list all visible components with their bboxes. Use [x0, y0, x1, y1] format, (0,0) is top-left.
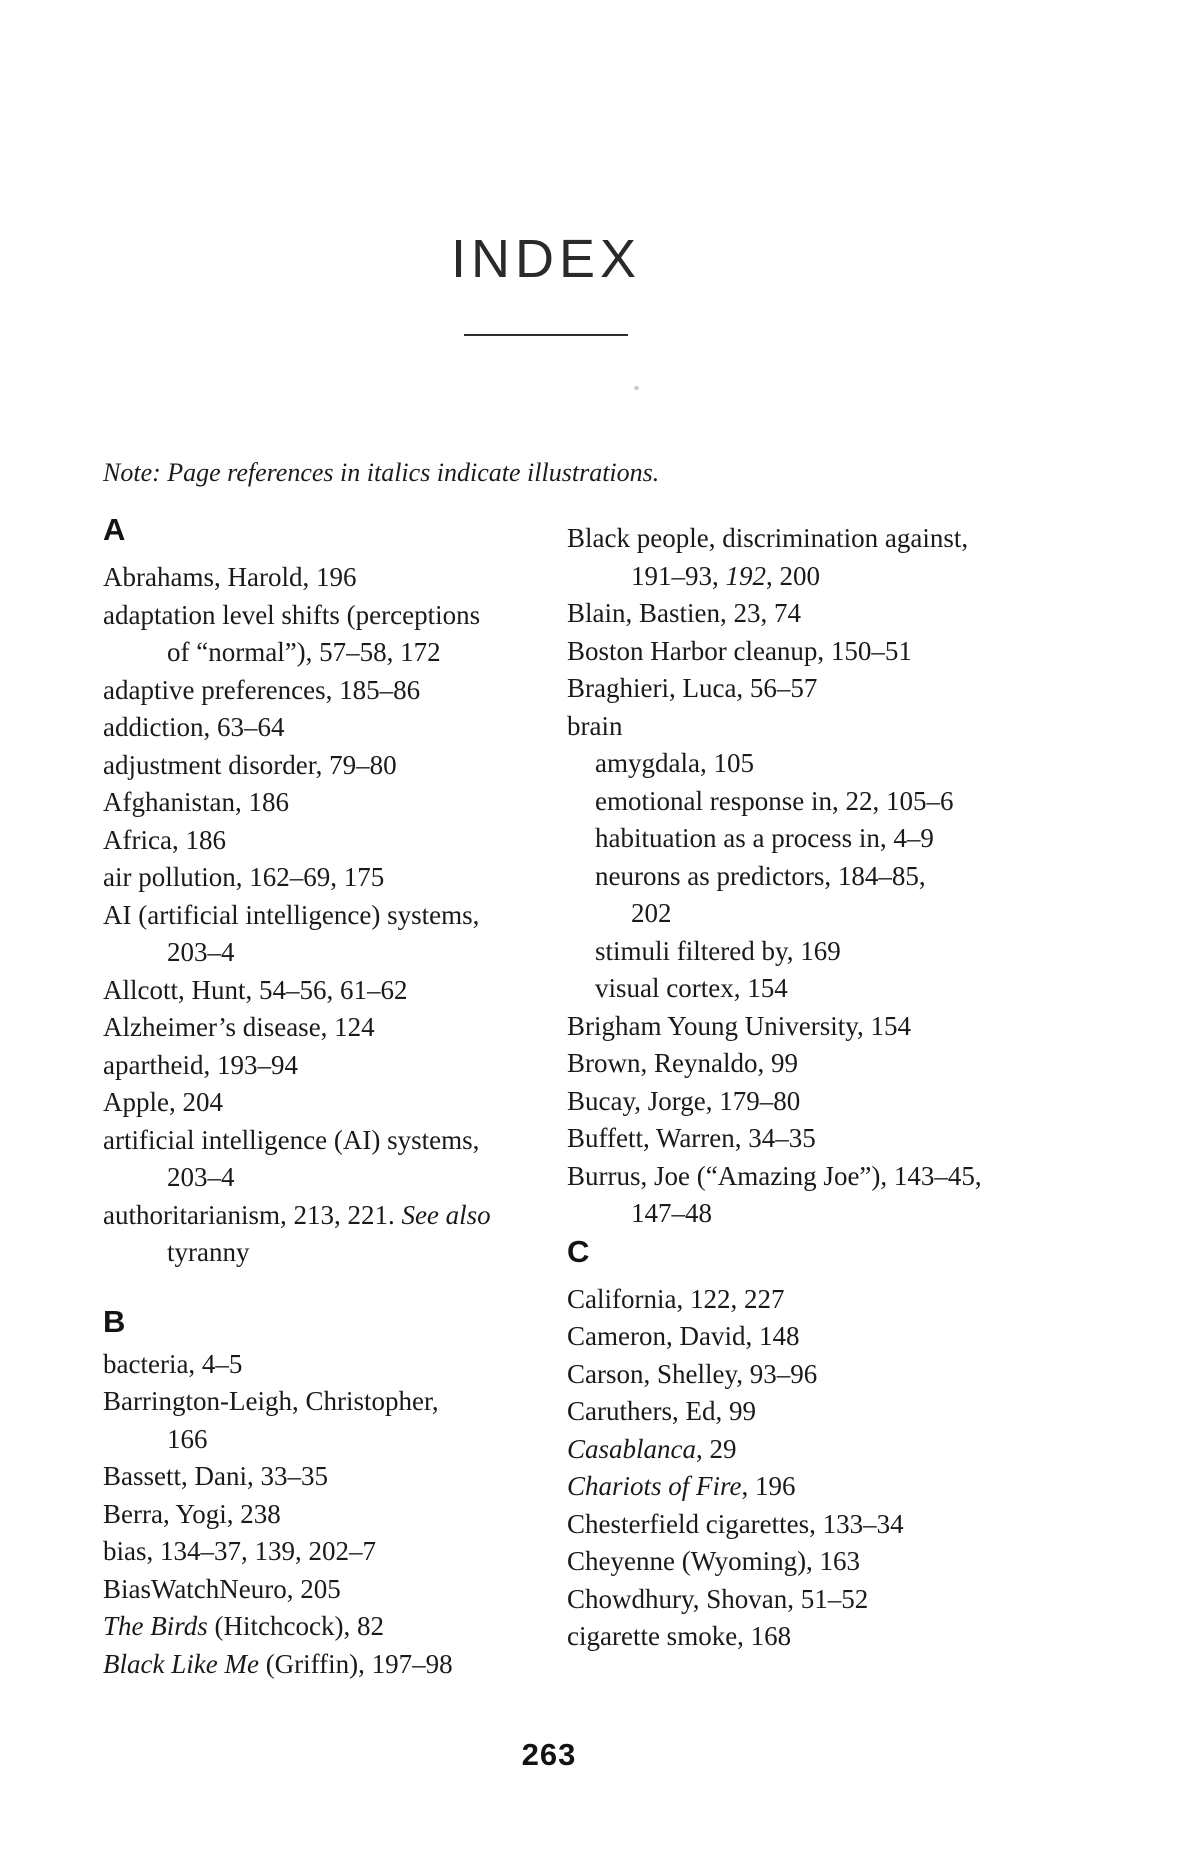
index-entry [103, 1533, 563, 1571]
entry-text: amygdala, 105 [595, 748, 754, 778]
entry-text: AI (artificial intelligence) systems, [103, 899, 480, 930]
index-entry [567, 670, 1037, 708]
entry-text: Burrus, Joe (“Amazing Joe”), 143–45, [567, 1160, 982, 1191]
entry-text: Apple, 204 [103, 1087, 223, 1117]
entry-text: Alzheimer’s disease, 124 [103, 1012, 375, 1042]
entry-text: Chowdhury, Shovan, 51–52 [567, 1583, 869, 1614]
index-note: Note: Page references in italics indicate illustrations. [103, 458, 660, 487]
index-entry [567, 858, 1037, 896]
index-entry [567, 1195, 1037, 1233]
entry-text: Cheyenne (Wyoming), 163 [567, 1546, 861, 1576]
index-entry [103, 1571, 563, 1609]
entry-text: , 29 [696, 1433, 737, 1464]
index-entry [567, 970, 1037, 1008]
index-entry [103, 1458, 563, 1496]
entry-text-italic: Chariots of Fire [567, 1471, 742, 1501]
entry-text: 147–48 [631, 1198, 712, 1228]
entry-text: brain [567, 710, 623, 741]
title-divider-rule [464, 334, 628, 336]
entry-text: Cameron, David, 148 [567, 1321, 800, 1351]
index-entry [567, 1008, 1037, 1046]
index-entry [103, 859, 563, 897]
index-entry [103, 822, 563, 860]
entry-text: adjustment disorder, 79–80 [103, 749, 397, 780]
index-entry [103, 1646, 563, 1684]
index-entry [567, 633, 1037, 671]
index-entry [103, 1122, 563, 1160]
entry-text-italic: Black Like Me [103, 1648, 259, 1679]
entry-text: California, 122, 227 [567, 1283, 785, 1314]
entry-text: Caruthers, Ed, 99 [567, 1396, 756, 1426]
index-entry [103, 897, 563, 935]
entry-text: emotional response in, 22, 105–6 [595, 785, 954, 816]
scan-speck [634, 386, 639, 390]
entry-text: bias, 134–37, 139, 202–7 [103, 1536, 376, 1566]
entry-text: Brigham Young University, 154 [567, 1010, 912, 1041]
index-entry [103, 972, 563, 1010]
index-entry [103, 1159, 563, 1197]
entry-text: cigarette smoke, 168 [567, 1621, 792, 1651]
entry-text: stimuli filtered by, 169 [595, 935, 841, 966]
entry-text: Bucay, Jorge, 179–80 [567, 1085, 801, 1116]
entry-text-italic: Casablanca [567, 1433, 697, 1464]
index-entry [567, 1318, 1037, 1356]
index-entry [103, 1047, 563, 1085]
entry-text: neurons as predictors, 184–85, [595, 860, 926, 891]
index-entry [567, 1045, 1037, 1083]
index-entry [103, 1234, 563, 1272]
entry-text: apartheid, 193–94 [103, 1049, 298, 1080]
index-entry [567, 745, 1037, 783]
index-entry [103, 1197, 563, 1235]
index-entry [567, 1506, 1037, 1544]
entry-text: 166 [167, 1423, 208, 1454]
entry-text: , 200 [766, 560, 820, 591]
index-entry [103, 559, 563, 597]
entry-text: visual cortex, 154 [595, 973, 788, 1003]
index-entry [567, 895, 1037, 933]
index-entry [567, 1581, 1037, 1619]
section-heading-b: B [103, 1303, 126, 1339]
entry-text: bacteria, 4–5 [103, 1348, 243, 1379]
index-entry [103, 784, 563, 822]
index-entry [103, 1346, 563, 1384]
index-entry [567, 820, 1037, 858]
index-entry [567, 933, 1037, 971]
entry-text: Afghanistan, 186 [103, 787, 289, 817]
page-number: 263 [521, 1737, 577, 1772]
entry-text: air pollution, 162–69, 175 [103, 862, 385, 892]
index-entry [103, 1009, 563, 1047]
entry-text: adaptation level shifts (perceptions [103, 599, 481, 630]
entry-text: Bassett, Dani, 33–35 [103, 1461, 328, 1491]
entry-text: Barrington-Leigh, Christopher, [103, 1386, 439, 1416]
entry-text: Braghieri, Luca, 56–57 [567, 673, 818, 703]
index-entry [567, 1468, 1037, 1506]
index-entry [567, 783, 1037, 821]
entry-text: habituation as a process in, 4–9 [595, 823, 934, 853]
entry-text: Allcott, Hunt, 54–56, 61–62 [103, 974, 408, 1005]
index-entry [103, 934, 563, 972]
entry-text: , 196 [741, 1471, 796, 1501]
entry-text: adaptive preferences, 185–86 [103, 674, 421, 705]
entry-text: of “normal”), 57–58, 172 [167, 637, 441, 667]
index-entry [567, 1120, 1037, 1158]
entry-text: 203–4 [167, 937, 235, 967]
entry-text: authoritarianism, 213, 221. [103, 1199, 402, 1230]
entry-text: Chesterfield cigarettes, 133–34 [567, 1508, 904, 1539]
index-entry [567, 708, 1037, 746]
index-entry [567, 1543, 1037, 1581]
index-entry [567, 1431, 1037, 1469]
index-entry [567, 1083, 1037, 1121]
entry-text: Africa, 186 [103, 824, 226, 855]
section-heading-a: A [103, 512, 126, 547]
index-entry [103, 1608, 563, 1646]
index-entry [103, 1421, 563, 1459]
index-entry [567, 1356, 1037, 1394]
entry-text: (Hitchcock), 82 [207, 1611, 384, 1641]
index-entry [103, 672, 563, 710]
entry-text: Brown, Reynaldo, 99 [567, 1048, 798, 1078]
index-entry [567, 1618, 1037, 1656]
section-heading-c: C [567, 1233, 590, 1269]
entry-text: Boston Harbor cleanup, 150–51 [567, 635, 912, 666]
index-right-column [567, 520, 1037, 1656]
entry-text: Buffett, Warren, 34–35 [567, 1123, 816, 1153]
index-left-column [103, 511, 563, 1683]
entry-text: Berra, Yogi, 238 [103, 1498, 281, 1529]
entry-text-italic: See also [401, 1199, 491, 1230]
entry-text: Carson, Shelley, 93–96 [567, 1358, 818, 1389]
index-entry [103, 634, 563, 672]
index-entry [567, 1158, 1037, 1196]
index-entry [103, 747, 563, 785]
entry-text: 191–93, [631, 560, 726, 591]
entry-text-italic: 192 [725, 560, 766, 591]
index-entry [567, 558, 1037, 596]
index-entry [567, 1281, 1037, 1319]
entry-text: Abrahams, Harold, 196 [103, 562, 357, 592]
page-title: INDEX [450, 229, 642, 289]
entry-text: 203–4 [167, 1162, 235, 1192]
index-entry [103, 1496, 563, 1534]
index-entry [567, 595, 1037, 633]
entry-text: BiasWatchNeuro, 205 [103, 1573, 341, 1604]
entry-text: artificial intelligence (AI) systems, [103, 1124, 480, 1155]
index-entry [567, 520, 1037, 558]
entry-text: addiction, 63–64 [103, 712, 285, 742]
entry-text: Blain, Bastien, 23, 74 [567, 598, 801, 628]
entry-text: (Griffin), 197–98 [258, 1648, 453, 1679]
index-entry [567, 1393, 1037, 1431]
index-entry [103, 597, 563, 635]
entry-text: 202 [631, 898, 672, 928]
entry-text-italic: The Birds [103, 1611, 208, 1641]
index-entry [103, 1084, 563, 1122]
entry-text: Black people, discrimination against, [567, 523, 969, 553]
index-entry [103, 709, 563, 747]
index-entry [103, 1383, 563, 1421]
entry-text: tyranny [167, 1237, 250, 1267]
